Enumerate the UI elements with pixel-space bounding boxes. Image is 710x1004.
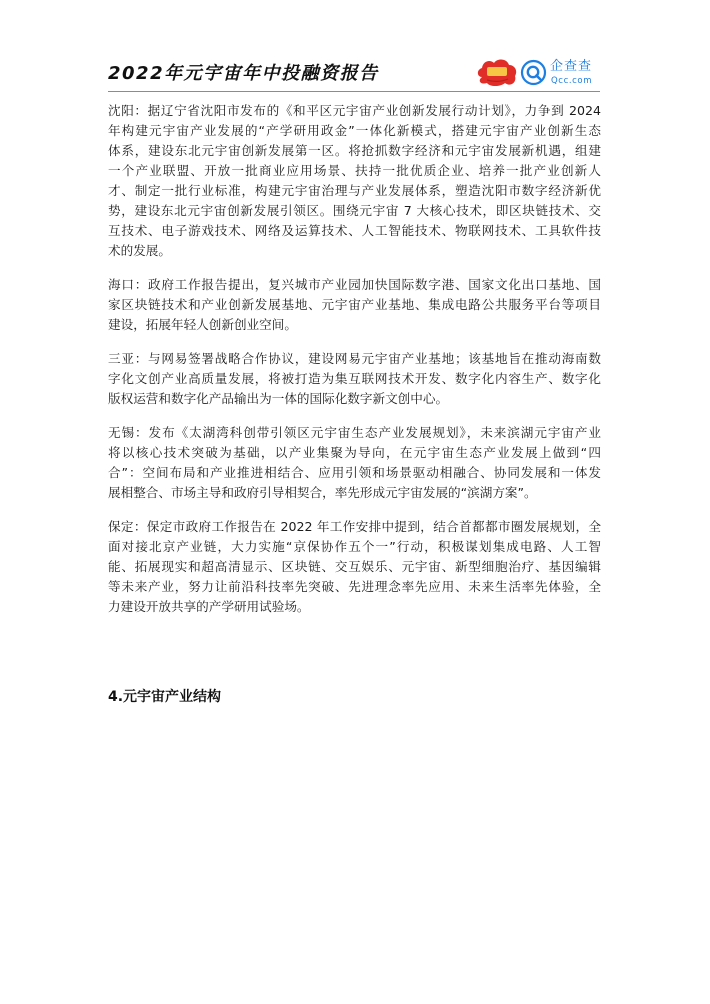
text-line: 无锡：发布《太湖湾科创带引领区元宇宙生态产业发展规划》，未来滨湖元宇宙产业 (108, 425, 601, 440)
section-heading: 4.元宇宙产业结构 (108, 689, 222, 705)
header-divider (108, 91, 600, 92)
text-line: 海口：政府工作报告提出，复兴城市产业园加快国际数字港、国家文化出口基地、国 (108, 277, 601, 292)
text-line: 展相整合、市场主导和政府引导相契合，率先形成元宇宙发展的“滨湖方案”。 (108, 485, 537, 500)
text-line: 一个产业联盟、开放一批商业应用场景、扶持一批优质企业、培养一批产业创新人 (108, 163, 601, 178)
text-line: 等未来产业，努力让前沿科技率先突破、先进理念率先应用、未来生活率先体验，全 (108, 579, 601, 594)
document-body (108, 101, 601, 631)
text-line: 势，建设东北元宇宙创新发展引领区。围绕元宇宙 7 大核心技术，即区块链技术、交 (108, 203, 601, 218)
text-line: 字化文创产业高质量发展，将被打造为集互联网技术开发、数字化内容生产、数字化 (108, 371, 601, 386)
text-line: 三亚：与网易签署战略合作协议，建设网易元宇宙产业基地；该基地旨在推动海南数 (108, 351, 601, 366)
text-line: 术的发展。 (108, 243, 171, 258)
paragraph-sanya (108, 349, 601, 409)
text-line: 面对接北京产业链，大力实施“京保协作五个一”行动，积极谋划集成电路、人工智 (108, 539, 601, 554)
text-line: 体系，建设东北元宇宙创新发展第一区。将抢抓数字经济和元宇宙发展新机遇，组建 (108, 143, 601, 158)
text-line: 合”：空间布局和产业推进相结合、应用引领和场景驱动相融合、协同发展和一体发 (108, 465, 601, 480)
paragraph-shenyang (108, 101, 601, 261)
document-title: 2022年元宇宙年中投融资报告 (108, 63, 379, 84)
qcc-logo-name: 企查查 (550, 59, 593, 74)
text-line: 沈阳：据辽宁省沈阳市发布的《和平区元宇宙产业创新发展行动计划》，力争到 2024 (108, 103, 601, 118)
text-line: 版权运营和数字化产品输出为一体的国际化数字新文创中心。 (108, 391, 449, 406)
text-line: 年构建元宇宙产业发展的“产学研用政金”一体化新模式，搭建元宇宙产业创新生态 (108, 123, 601, 138)
text-line: 保定：保定市政府工作报告在 2022 年工作安排中提到，结合首都都市圈发展规划，全 (108, 519, 601, 534)
text-line: 建设，拓展年轻人创新创业空间。 (108, 317, 297, 332)
text-line: 才、制定一批行业标准，构建元宇宙治理与产业发展体系，塑造沈阳市数字经济新优 (108, 183, 601, 198)
text-line: 力建设开放共享的产学研用试验场。 (108, 599, 310, 614)
paragraph-baoding (108, 517, 601, 617)
paragraph-haikou (108, 275, 601, 335)
text-line: 家区块链技术和产业创新发展基地、元宇宙产业基地、集成电路公共服务平台等项目 (108, 297, 601, 312)
text-line: 互技术、电子游戏技术、网络及运算技术、人工智能技术、物联网技术、工具软件技 (108, 223, 601, 238)
qcc-logo-icon (520, 59, 547, 86)
text-line: 将以核心技术突破为基础，以产业集聚为导向，在元宇宙生态产业发展上做到“四 (108, 445, 601, 460)
paragraph-wuxi (108, 423, 601, 503)
red-brand-logo-icon (475, 56, 519, 88)
qcc-logo-domain: Qcc.com (551, 76, 593, 86)
text-line: 能、拓展现实和超高清显示、区块链、交互娱乐、元宇宙、新型细胞治疗、基因编辑 (108, 559, 601, 574)
page-header (0, 0, 710, 95)
